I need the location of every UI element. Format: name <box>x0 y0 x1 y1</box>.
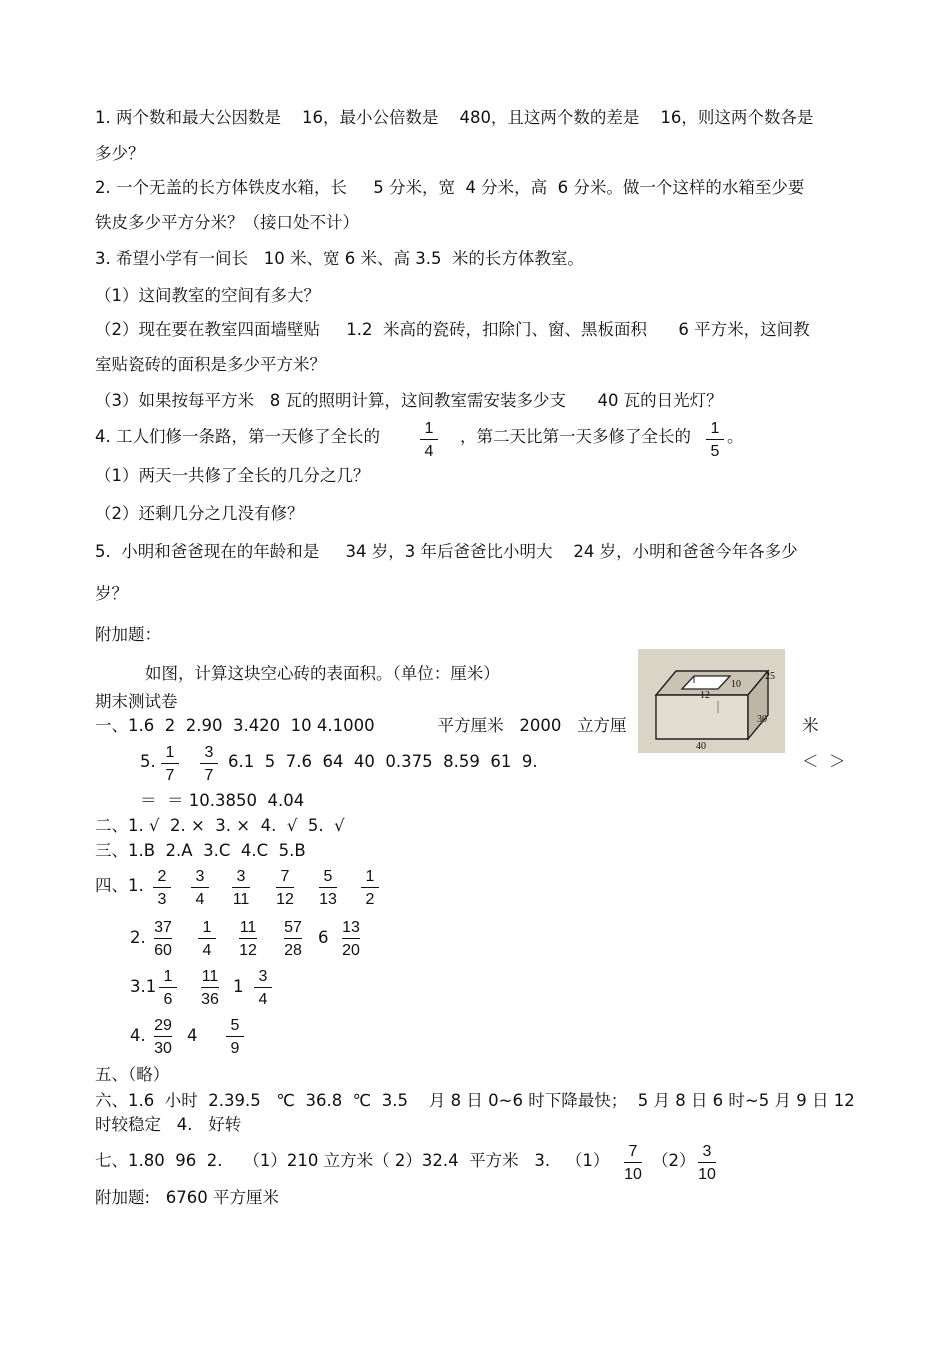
fraction-f-a42-5 <box>339 919 363 961</box>
fraction-f-a41-1 <box>150 868 174 910</box>
hollow-brick-figure <box>638 649 785 753</box>
fraction-f-a42-4 <box>281 919 305 961</box>
label-width: 10 <box>731 679 741 690</box>
text-line-q4c: 。 <box>727 427 744 446</box>
fraction-denominator: 7 <box>204 767 214 784</box>
label-length: 40 <box>696 741 706 752</box>
text-line-a6a: 六、1.6 小时 2.39.5 ℃ 36.8 ℃ 3.5 月 8 日 0~6 时下降最快； 5 月 8 日 6 时~5 月 9 日 12 <box>95 1091 855 1110</box>
fraction-f-a44-1 <box>151 1017 175 1059</box>
fraction-numerator: 1 <box>165 744 175 761</box>
fraction-numerator: 5 <box>230 1017 240 1034</box>
text-line-q3-2b: 室贴瓷砖的面积是多少平方米？ <box>95 355 326 374</box>
fraction-denominator: 2 <box>365 891 375 908</box>
text-line-q2a: 2. 一个无盖的长方体铁皮水箱，长 5 分米，宽 4 分米，高 6 分米。做一个这样的水箱至少要 <box>95 178 805 197</box>
text-line-a4-3: 3.1 <box>130 977 157 996</box>
text-line-a4-2m: 6 <box>318 928 329 947</box>
fraction-f-a41-5 <box>316 868 340 910</box>
fraction-denominator: 11 <box>232 891 250 908</box>
text-line-a2: 二、1. √ 2. × 3. × 4. √ 5. √ <box>95 816 345 835</box>
fraction-f-a15-1 <box>158 744 182 786</box>
text-line-extra-ans: 附加题: 6760 平方厘米 <box>95 1188 280 1207</box>
text-line-q4-1: （1）两天一共修了全长的几分之几？ <box>95 466 370 485</box>
fraction-denominator: 10 <box>624 1166 642 1183</box>
fraction-numerator: 5 <box>323 868 333 885</box>
fraction-denominator: 4 <box>424 443 434 460</box>
text-line-a4-3m: 1 <box>233 977 244 996</box>
text-line-q3-3: （3）如果按每平方米 8 瓦的照明计算，这间教室需安装多少支 40 瓦的日光灯？ <box>95 391 723 410</box>
fraction-f-a41-3 <box>229 868 253 910</box>
text-line-q5a: 5. 小明和爸爸现在的年龄和是 34 岁，3 年后爸爸比小明大 24 岁，小明和爸爸今年各多少 <box>95 542 798 561</box>
label-thickness: 12 <box>700 690 710 701</box>
fraction-denominator: 60 <box>154 942 172 959</box>
fraction-denominator: 5 <box>710 443 720 460</box>
fraction-f-a15-2 <box>197 744 221 786</box>
fraction-numerator: 57 <box>284 919 302 936</box>
text-line-a4-4: 4. <box>130 1026 146 1045</box>
fraction-f-a7-2 <box>695 1143 719 1185</box>
fraction-f-a42-3 <box>236 919 260 961</box>
fraction-f-a42-1 <box>151 919 175 961</box>
label-depth: 30 <box>757 714 767 725</box>
text-line-q5b: 岁？ <box>95 584 128 603</box>
text-line-q3: 3. 希望小学有一间长 10 米、宽 6 米、高 3.5 米的长方体教室。 <box>95 249 584 268</box>
fraction-numerator: 1 <box>163 968 173 985</box>
fraction-f-a41-6 <box>358 868 382 910</box>
fraction-numerator: 37 <box>154 919 172 936</box>
fraction-f-a41-4 <box>273 868 297 910</box>
text-line-a1-sym: ＜ ＞ <box>802 752 846 771</box>
hollow-brick-drawing <box>638 649 785 753</box>
text-line-extra: 附加题： <box>95 625 161 644</box>
fraction-numerator: 11 <box>201 968 219 985</box>
fraction-numerator: 1 <box>710 420 720 437</box>
fraction-denominator: 4 <box>195 891 205 908</box>
fraction-denominator: 10 <box>698 1166 716 1183</box>
text-line-a7a: 七、1.80 96 2. （1）210 立方米（ 2）32.4 平方米 3. （1） <box>95 1151 610 1170</box>
fraction-numerator: 3 <box>236 868 246 885</box>
fraction-f-a43-3 <box>251 968 275 1010</box>
text-line-q4-2: （2）还剩几分之几没有修？ <box>95 504 304 523</box>
text-line-a3: 三、1.B 2.A 3.C 4.C 5.B <box>95 841 306 860</box>
fraction-denominator: 4 <box>202 942 212 959</box>
text-line-q4b: ，第二天比第一天多修了全长的 <box>460 427 691 446</box>
fraction-numerator: 13 <box>342 919 360 936</box>
text-line-q3-2a: （2）现在要在教室四面墙壁贴 1.2 米高的瓷砖，扣除门、窗、黑板面积 6 平方米，这间教 <box>95 320 810 339</box>
fraction-numerator: 1 <box>365 868 375 885</box>
fraction-f-q4-1 <box>417 420 441 462</box>
fraction-denominator: 30 <box>154 1040 172 1057</box>
fraction-denominator: 13 <box>319 891 337 908</box>
fraction-denominator: 36 <box>201 991 219 1008</box>
text-line-q1b: 多少？ <box>95 144 145 163</box>
fraction-numerator: 3 <box>702 1143 712 1160</box>
fraction-numerator: 11 <box>239 919 257 936</box>
text-line-a1-5b: 6.1 5 7.6 64 40 0.375 8.59 61 9. <box>228 752 538 771</box>
fraction-f-a7-1 <box>621 1143 645 1185</box>
text-line-a1-eq: ＝ ＝ 10.3850 4.04 <box>140 791 305 810</box>
fraction-denominator: 12 <box>239 942 257 959</box>
fraction-f-a42-2 <box>195 919 219 961</box>
text-line-a5: 五、（略） <box>95 1065 170 1084</box>
text-line-q1a: 1. 两个数和最大公因数是 16，最小公倍数是 480，且这两个数的差是 16，则这两个数各是 <box>95 108 814 127</box>
text-line-exam-title: 期末测试卷 <box>95 692 178 711</box>
fraction-numerator: 1 <box>202 919 212 936</box>
fraction-denominator: 7 <box>165 767 175 784</box>
text-line-a1-mi: 米 <box>802 716 819 735</box>
label-height: 25 <box>765 671 775 682</box>
fraction-f-a41-2 <box>188 868 212 910</box>
fraction-denominator: 3 <box>157 891 167 908</box>
fraction-numerator: 29 <box>154 1017 172 1034</box>
fraction-numerator: 2 <box>157 868 167 885</box>
text-line-q3-1: （1）这间教室的空间有多大？ <box>95 286 320 305</box>
fraction-denominator: 9 <box>230 1040 240 1057</box>
text-line-a7b: （2） <box>652 1151 696 1170</box>
fraction-denominator: 20 <box>342 942 360 959</box>
fraction-denominator: 12 <box>276 891 294 908</box>
text-line-a1: 一、1.6 2 2.90 3.420 10 4.1000 平方厘米 2000 立方厘 <box>95 716 627 735</box>
fraction-f-q4-2 <box>703 420 727 462</box>
fraction-denominator: 4 <box>258 991 268 1008</box>
fraction-numerator: 7 <box>280 868 290 885</box>
text-line-a4-2: 2. <box>130 928 146 947</box>
fraction-numerator: 3 <box>204 744 214 761</box>
fraction-f-a43-1 <box>156 968 180 1010</box>
text-line-a4-4m: 4 <box>187 1026 198 1045</box>
text-line-a1-5a: 5. <box>140 752 156 771</box>
text-line-extra-q: 如图，计算这块空心砖的表面积。（单位：厘米） <box>145 664 500 683</box>
fraction-numerator: 7 <box>628 1143 638 1160</box>
fraction-denominator: 28 <box>284 942 302 959</box>
text-line-a6b: 时较稳定 4. 好转 <box>95 1115 242 1134</box>
fraction-numerator: 3 <box>195 868 205 885</box>
fraction-numerator: 3 <box>258 968 268 985</box>
fraction-f-a43-2 <box>198 968 222 1010</box>
text-line-a4-1: 四、1. <box>95 876 144 895</box>
text-line-q4a: 4. 工人们修一条路，第一天修了全长的 <box>95 427 380 446</box>
fraction-numerator: 1 <box>424 420 434 437</box>
fraction-f-a44-2 <box>223 1017 247 1059</box>
text-line-q2b: 铁皮多少平方分米？（接口处不计） <box>95 213 359 232</box>
fraction-denominator: 6 <box>163 991 173 1008</box>
